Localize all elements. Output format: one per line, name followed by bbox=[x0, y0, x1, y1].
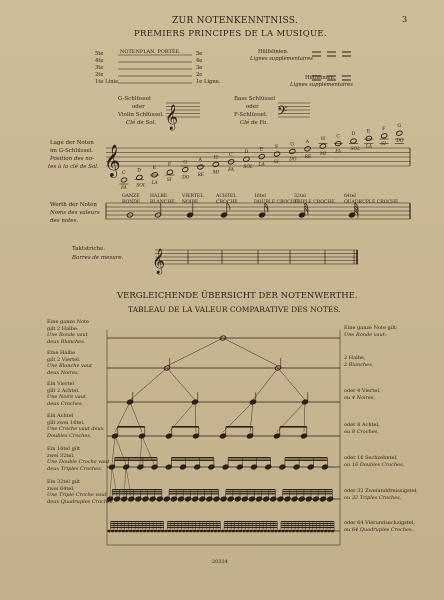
lage-label-4: tes à la clé de Sol. bbox=[48, 164, 99, 170]
sixtyfourth-note bbox=[107, 530, 110, 533]
sixtyfourth-note bbox=[264, 530, 267, 533]
note-name-lower: FA bbox=[121, 186, 127, 191]
value-name: 16tel bbox=[254, 194, 266, 199]
comparison-left-label: Eine ganze Note bbox=[47, 319, 89, 325]
comparison-left-label: gilt 2 Achtel. bbox=[47, 387, 80, 394]
tree-branch bbox=[167, 338, 223, 366]
thirtysecond-note bbox=[305, 496, 312, 502]
value-name-fr: RONDE. bbox=[122, 200, 142, 205]
comparison-left-label-fr: deux Blanches. bbox=[47, 338, 86, 345]
sixtyfourth-note bbox=[143, 530, 146, 533]
thirtysecond-note bbox=[114, 496, 121, 502]
comparison-left-label-fr: Doubles Croches. bbox=[47, 432, 92, 439]
value-name: ACHTEL bbox=[216, 194, 237, 199]
note-beam bbox=[169, 489, 219, 490]
value-name-fr: QUADRUPLE CROCHE. bbox=[344, 200, 400, 205]
g-clef-icon: 𝄞 bbox=[104, 144, 121, 177]
sixtyfourth-note bbox=[281, 530, 284, 533]
plan-line-label: 5e bbox=[196, 51, 203, 57]
sixtyfourth-note bbox=[132, 530, 135, 533]
plan-header: NOTENPLAN. PORTÉE. bbox=[120, 49, 181, 55]
thirtysecond-note bbox=[199, 496, 206, 502]
note-name-upper: E bbox=[259, 147, 264, 153]
note-beam bbox=[172, 426, 199, 428]
comparison-left-label: zwei 64tel. bbox=[47, 485, 75, 492]
note-name-lower: SOL bbox=[136, 183, 146, 189]
note-name-lower: MI bbox=[212, 170, 220, 176]
sixtyfourth-note bbox=[299, 530, 302, 533]
value-name-fr: BLANCHE. bbox=[150, 200, 177, 205]
comparison-right-label: oder 8 Achtel, bbox=[344, 422, 380, 428]
sixtyfourth-note bbox=[171, 530, 174, 533]
f-clef-oder: oder bbox=[246, 104, 259, 110]
tree-branch bbox=[253, 368, 278, 400]
sixtyfourth-note bbox=[331, 530, 334, 533]
eighth-note bbox=[192, 433, 199, 439]
note-head bbox=[120, 177, 127, 183]
sixtyfourth-note bbox=[203, 530, 206, 533]
g-clef-label: G-Schlüssel bbox=[118, 96, 151, 102]
sixtyfourth-note bbox=[200, 530, 203, 533]
sixtyfourth-note bbox=[193, 530, 196, 533]
note-beam bbox=[280, 426, 307, 428]
sixtyfourth-note bbox=[303, 530, 306, 533]
comparison-left-label-fr: deux Noires. bbox=[47, 369, 80, 376]
comparison-left-label: Ein 16tel gilt bbox=[47, 446, 80, 452]
comparison-left-label: Ein Viertel bbox=[47, 381, 75, 387]
sixtyfourth-note bbox=[256, 530, 259, 533]
sixtyfourth-note bbox=[285, 530, 288, 533]
comparison-left-label-fr: Une Croche vaut deux bbox=[47, 426, 104, 432]
sixtyfourth-note bbox=[114, 530, 117, 533]
comparison-right-label-fr: ou 16 Doubles Croches, bbox=[344, 462, 405, 468]
comparison-right-label: oder 4 Viertel, bbox=[344, 388, 381, 394]
comparison-right-label: oder 16 Sechzehntel, bbox=[344, 455, 398, 461]
comparison-right-label: 2 Halbe, bbox=[344, 355, 366, 361]
sixtyfourth-note bbox=[111, 530, 114, 533]
sixtyfourth-note bbox=[295, 530, 298, 533]
overview-title: VERGLEICHENDE ÜBERSICHT DER NOTENWERTHE. bbox=[117, 291, 358, 301]
thirtysecond-note bbox=[263, 496, 270, 502]
sixtyfourth-note bbox=[139, 530, 142, 533]
eighth-note bbox=[219, 433, 226, 439]
note-name-lower: MI bbox=[319, 152, 327, 158]
note-name-lower: RE bbox=[197, 173, 205, 178]
lage-label-1: Lage der Noten bbox=[50, 140, 94, 146]
note-beam bbox=[224, 525, 277, 526]
sixtyfourth-note bbox=[129, 530, 132, 533]
sixtyfourth-note bbox=[271, 530, 274, 533]
note-name-lower: LA bbox=[258, 162, 265, 168]
thirtysecond-note bbox=[185, 496, 192, 502]
thirtysecond-note bbox=[156, 496, 163, 502]
thirtysecond-note bbox=[256, 496, 263, 502]
thirtysecond-note bbox=[220, 496, 227, 502]
note-head bbox=[197, 164, 204, 170]
sixtyfourth-note bbox=[320, 530, 323, 533]
note-beam bbox=[112, 493, 162, 494]
comparison-left-label: Ein Achtel bbox=[47, 413, 74, 419]
note-beam bbox=[118, 426, 145, 428]
g-clef-oder: oder bbox=[132, 104, 145, 110]
thirtysecond-note bbox=[206, 496, 213, 502]
note-beam bbox=[281, 523, 334, 524]
note-name-upper: G bbox=[290, 142, 295, 148]
note-beam bbox=[285, 460, 328, 461]
sixtyfourth-note bbox=[260, 530, 263, 533]
comparison-right-label-fr: ou 8 Croches, bbox=[344, 429, 379, 435]
sixtyfourth-note bbox=[324, 530, 327, 533]
comparison-left-label: zwei 32tel. bbox=[47, 452, 75, 459]
sixtyfourth-note bbox=[235, 530, 238, 533]
comparison-left-label-fr: Une Blanche vaut bbox=[47, 363, 93, 369]
sixtyfourth-note bbox=[217, 530, 220, 533]
note-head bbox=[396, 130, 403, 136]
sixtyfourth-note bbox=[253, 530, 256, 533]
note-beam bbox=[226, 491, 276, 492]
sixtyfourth-note bbox=[246, 530, 249, 533]
thirtysecond-note bbox=[170, 496, 177, 502]
sixtyfourth-note bbox=[122, 530, 125, 533]
hilfs-label-2-fr: Lignes supplémentaires bbox=[290, 82, 353, 88]
tree-branch bbox=[130, 368, 167, 400]
sixtyfourth-note bbox=[327, 530, 330, 533]
note-head bbox=[212, 161, 219, 167]
plan-line-label: 4te bbox=[95, 58, 104, 64]
g-clef-violin: Violin Schlüssel. bbox=[118, 112, 164, 118]
eighth-note bbox=[273, 433, 280, 439]
page-title: ZUR NOTENKENNTNISS. bbox=[172, 16, 299, 26]
thirtysecond-note bbox=[312, 496, 319, 502]
note-beam bbox=[169, 493, 219, 494]
thirtysecond-note bbox=[241, 496, 248, 502]
sixtyfourth-note bbox=[242, 530, 245, 533]
hilfs-label-2: Hülfslinien. bbox=[305, 75, 336, 81]
comparison-right-label-fr: ou 64 Quadruples Croches. bbox=[344, 527, 414, 533]
note-beam bbox=[171, 460, 214, 461]
note-beam bbox=[281, 527, 334, 528]
note-name-upper: D bbox=[351, 132, 356, 137]
note-beam bbox=[111, 525, 164, 526]
comparison-left-label-fr: deux Quadruples Croches. bbox=[47, 498, 115, 505]
note-beam bbox=[167, 523, 220, 524]
note-beam bbox=[285, 457, 328, 458]
value-name-fr: CROCHE. bbox=[216, 200, 240, 205]
thirtysecond-note bbox=[135, 496, 142, 502]
value-name: VIERTEL bbox=[182, 194, 204, 199]
sixtyfourth-note bbox=[168, 530, 171, 533]
value-name: 64tel bbox=[344, 194, 356, 199]
sixtyfourth-note bbox=[221, 530, 224, 533]
value-name-fr: DOUBLE CROCHE. bbox=[254, 200, 300, 205]
note-name-upper: F bbox=[275, 145, 279, 150]
sixtyfourth-note bbox=[292, 530, 295, 533]
thirtysecond-note bbox=[327, 496, 334, 502]
comparison-right-label-fr: ou 4 Noires, bbox=[344, 395, 376, 401]
tree-branch bbox=[223, 338, 278, 366]
note-beam bbox=[112, 489, 162, 490]
sixtyfourth-note bbox=[317, 530, 320, 533]
sixtyfourth-note bbox=[313, 530, 316, 533]
sixtyfourth-note bbox=[136, 530, 139, 533]
overview-subtitle: TABLEAU DE LA VALEUR COMPARATIVE DES NOTES. bbox=[128, 305, 341, 314]
note-name-lower: SI bbox=[166, 178, 172, 184]
note-name-lower: FA bbox=[228, 167, 234, 173]
comparison-left-label: Eine Halbe bbox=[47, 350, 76, 356]
thirtysecond-note bbox=[291, 496, 298, 502]
note-beam bbox=[111, 521, 164, 522]
note-beam bbox=[226, 493, 276, 494]
note-name-lower: LA bbox=[151, 180, 158, 186]
note-name-lower: DO bbox=[289, 157, 297, 163]
comparison-right-label: oder 32 Zweiunddreissigstel, bbox=[344, 488, 418, 494]
takt-label: Taktstriche. bbox=[72, 246, 106, 252]
sixtyfourth-note bbox=[189, 530, 192, 533]
note-name-upper: C bbox=[122, 171, 126, 176]
note-name-upper: H bbox=[213, 155, 218, 161]
thirtysecond-note bbox=[248, 496, 255, 502]
f-clef-label: Bass Schlüssel bbox=[234, 96, 276, 102]
thirtysecond-note bbox=[149, 496, 156, 502]
note-name-upper: F bbox=[382, 126, 386, 132]
thirtysecond-note bbox=[213, 496, 220, 502]
note-head bbox=[289, 148, 296, 154]
note-beam bbox=[283, 493, 333, 494]
sixtyfourth-note bbox=[274, 530, 277, 533]
note-name-lower: FA bbox=[335, 149, 342, 155]
note-beam bbox=[112, 491, 162, 492]
comparison-right-label-fr: 2 Blanches, bbox=[344, 362, 374, 368]
note-name-lower: DO bbox=[396, 139, 404, 145]
value-name: GANZE bbox=[122, 194, 140, 199]
sixtyfourth-note bbox=[161, 530, 164, 533]
comparison-right-label: Eine ganze Note gilt: bbox=[344, 325, 398, 331]
g-clef-icon: 𝄞 bbox=[165, 105, 179, 130]
note-head bbox=[365, 135, 372, 141]
thirtysecond-note bbox=[163, 496, 170, 502]
comparison-left-label-fr: Une Double Croche vaut bbox=[47, 459, 110, 465]
sixtyfourth-note bbox=[178, 530, 181, 533]
sixtyfourth-note bbox=[278, 530, 281, 533]
comparison-left-label: Ein 32tel gilt bbox=[47, 479, 80, 485]
thirtysecond-note bbox=[277, 496, 284, 502]
note-head bbox=[258, 154, 265, 160]
thirtysecond-note bbox=[270, 496, 277, 502]
note-beam bbox=[281, 525, 334, 526]
note-name-upper: C bbox=[336, 134, 340, 140]
sixtyfourth-note bbox=[118, 530, 121, 533]
note-name-lower: DO bbox=[182, 175, 190, 181]
eighth-note bbox=[300, 433, 307, 439]
note-name-upper: H bbox=[320, 137, 326, 143]
thirtysecond-note bbox=[192, 496, 199, 502]
thirtysecond-note bbox=[284, 496, 291, 502]
sixtyfourth-note bbox=[182, 530, 185, 533]
note-beam bbox=[111, 527, 164, 528]
f-clef-icon: 𝄢 bbox=[277, 103, 288, 122]
note-name-upper: C bbox=[229, 152, 233, 158]
note-head bbox=[350, 138, 357, 144]
note-head bbox=[182, 167, 189, 173]
g-clef-fr: Clé de Sol. bbox=[126, 120, 157, 126]
sixtyfourth-note bbox=[310, 530, 313, 533]
comparison-right-label-fr: ou 32 Triples Croches, bbox=[344, 495, 402, 501]
comparison-left-label: gilt 2 Viertel. bbox=[47, 356, 81, 363]
note-head bbox=[166, 169, 173, 175]
note-head bbox=[381, 133, 388, 139]
value-name-fr: NOIRE. bbox=[182, 200, 200, 205]
sixtyfourth-note bbox=[210, 530, 213, 533]
note-beam bbox=[167, 521, 220, 522]
note-beam bbox=[169, 491, 219, 492]
note-name-upper: E bbox=[366, 129, 371, 135]
plan-line-label: 1te Linie bbox=[95, 79, 119, 85]
note-name-upper: F bbox=[167, 163, 172, 169]
f-clef-fr: Clé de Fa. bbox=[240, 120, 268, 126]
thirtysecond-note bbox=[227, 496, 234, 502]
note-beam bbox=[228, 460, 271, 461]
note-beam bbox=[167, 525, 220, 526]
note-name-upper: A bbox=[198, 158, 202, 163]
note-beam bbox=[283, 491, 333, 492]
value-name-fr: TRIPLE CROCHE. bbox=[294, 200, 337, 205]
note-beam bbox=[226, 426, 253, 428]
comparison-left-label-fr: deux Croches. bbox=[47, 400, 84, 407]
sixtyfourth-note bbox=[125, 530, 128, 533]
note-head bbox=[273, 151, 280, 157]
g-clef-icon: 𝄞 bbox=[152, 249, 166, 274]
sixtyfourth-note bbox=[239, 530, 242, 533]
page-number: 3 bbox=[402, 15, 408, 24]
takt-label-fr: Barres de mesure. bbox=[72, 255, 124, 261]
plate-number: 20334 bbox=[212, 559, 228, 565]
sixtyfourth-note bbox=[153, 530, 156, 533]
thirtysecond-note bbox=[319, 496, 326, 502]
sixtyfourth-note bbox=[214, 530, 217, 533]
sixtyfourth-note bbox=[267, 530, 270, 533]
thirtysecond-note bbox=[121, 496, 128, 502]
sixtyfourth-note bbox=[146, 530, 149, 533]
comparison-left-label-fr: Une Ronde vaut bbox=[47, 332, 88, 338]
note-name-lower: SI bbox=[274, 160, 279, 165]
value-name: 32tel bbox=[294, 194, 306, 199]
comparison-left-label-fr: Une Noire vaut bbox=[47, 394, 86, 400]
f-clef-f: F-Schlüssel. bbox=[234, 112, 268, 118]
plan-line-label: 3e bbox=[196, 65, 203, 71]
sixtyfourth-note bbox=[157, 530, 160, 533]
sixtyfourth-note bbox=[224, 530, 227, 533]
comparison-right-label-fr: Une Ronde vaut: bbox=[344, 332, 387, 338]
note-name-lower: RE bbox=[304, 154, 312, 160]
sixtyfourth-note bbox=[288, 530, 291, 533]
sixtyfourth-note bbox=[150, 530, 153, 533]
sixtyfourth-note bbox=[196, 530, 199, 533]
note-name-upper: E bbox=[152, 165, 157, 171]
note-name-lower: SOL bbox=[243, 165, 253, 171]
thirtysecond-note bbox=[234, 496, 241, 502]
eighth-note bbox=[165, 433, 172, 439]
note-beam bbox=[224, 523, 277, 524]
note-beam bbox=[283, 489, 333, 490]
comparison-left-label-fr: Une Triple Croche vaut bbox=[47, 492, 107, 498]
note-beam bbox=[115, 457, 158, 458]
lage-label-3: Position des no- bbox=[50, 156, 94, 162]
werth-label-1: Werth der Noten bbox=[50, 202, 97, 208]
plan-line-label: 1e Ligne. bbox=[196, 79, 221, 85]
plan-line-label: 5te bbox=[95, 51, 104, 57]
sixtyfourth-note bbox=[207, 530, 210, 533]
value-name: HALBE. bbox=[150, 194, 169, 199]
werth-label-3: des notes. bbox=[50, 218, 79, 224]
sixtyfourth-note bbox=[175, 530, 178, 533]
note-beam bbox=[228, 457, 271, 458]
hilfs-label-1: Hülfslinien. bbox=[258, 49, 289, 55]
note-name-upper: D bbox=[137, 168, 142, 174]
sixtyfourth-note bbox=[164, 530, 167, 533]
sixtyfourth-note bbox=[185, 530, 188, 533]
page-subtitle: PREMIERS PRINCIPES DE LA MUSIQUE. bbox=[134, 29, 327, 39]
note-beam bbox=[171, 457, 214, 458]
note-beam bbox=[167, 527, 220, 528]
plan-line-label: 4e bbox=[196, 58, 203, 64]
sixtyfourth-note bbox=[232, 530, 235, 533]
note-head bbox=[304, 146, 311, 152]
thirtysecond-note bbox=[142, 496, 149, 502]
note-name-lower: SI bbox=[381, 141, 386, 147]
lage-label-2: im G-Schlüssel. bbox=[50, 148, 94, 154]
note-beam bbox=[281, 521, 334, 522]
note-name-upper: G bbox=[183, 160, 188, 166]
sixtyfourth-note bbox=[228, 530, 231, 533]
comparison-left-label: gilt zwei 16tel. bbox=[47, 419, 85, 426]
tree-branch bbox=[110, 467, 112, 496]
sixtyfourth-note bbox=[306, 530, 309, 533]
note-name-lower: SOL bbox=[350, 147, 361, 152]
comparison-right-label: oder 64 Vierundsechzigstel, bbox=[344, 520, 415, 526]
note-beam bbox=[226, 489, 276, 490]
thirtysecond-note bbox=[128, 496, 135, 502]
plan-line-label: 2e bbox=[196, 72, 203, 78]
plan-line-label: 3te bbox=[95, 65, 104, 71]
tree-branch bbox=[278, 368, 305, 400]
eighth-note bbox=[246, 433, 253, 439]
werth-label-2: Noms des valeurs bbox=[50, 210, 100, 216]
note-beam bbox=[224, 521, 277, 522]
plan-line-label: 2te bbox=[95, 72, 104, 78]
hilfs-label-1-fr: Lignes supplémentaires bbox=[250, 56, 313, 62]
note-beam bbox=[224, 527, 277, 528]
note-name-upper: A bbox=[305, 139, 310, 145]
sixtyfourth-note bbox=[249, 530, 252, 533]
tree-branch bbox=[167, 368, 195, 400]
note-beam bbox=[111, 523, 164, 524]
comparison-left-label-fr: deux Triples Croches. bbox=[47, 465, 103, 472]
thirtysecond-note bbox=[177, 496, 184, 502]
thirtysecond-note bbox=[298, 496, 305, 502]
comparison-left-label: gilt 2 Halbe. bbox=[47, 325, 79, 332]
note-name-upper: G bbox=[397, 124, 402, 130]
note-name-lower: LA bbox=[365, 144, 372, 150]
note-beam bbox=[115, 460, 158, 461]
note-name-upper: D bbox=[244, 150, 249, 156]
